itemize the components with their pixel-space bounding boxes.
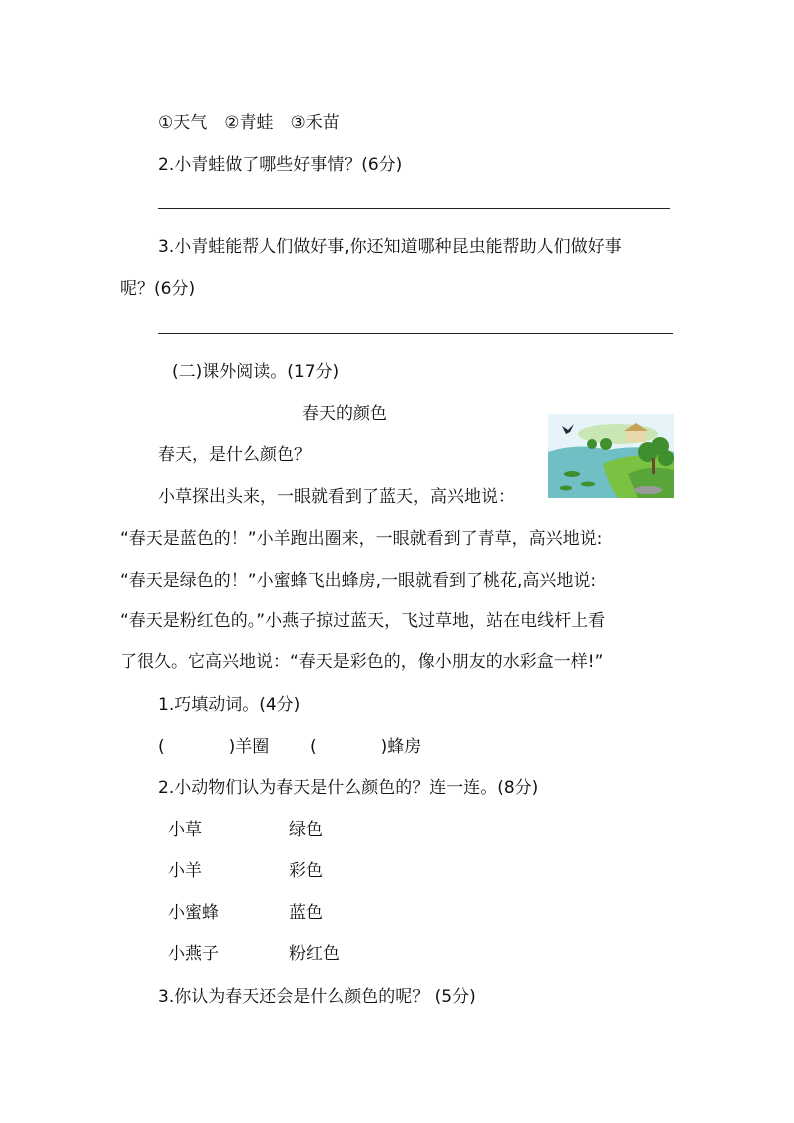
fill-blank-1-open: ( xyxy=(158,737,165,757)
match-left-item[interactable]: 小羊 xyxy=(168,861,202,881)
match-right-item[interactable]: 绿色 xyxy=(289,820,323,840)
match-left-item[interactable]: 小草 xyxy=(168,820,202,840)
match-right-item[interactable]: 彩色 xyxy=(289,861,323,881)
match-left-item[interactable]: 小燕子 xyxy=(168,944,219,964)
spring-landscape-illustration xyxy=(548,414,674,498)
question-3-colors: 3.你认为春天还会是什么颜色的呢？ (5分) xyxy=(158,987,476,1007)
question-2-match: 2.小动物们认为春天是什么颜色的？连一连。(8分) xyxy=(158,778,539,798)
fill-blank-1-word: )羊圈 xyxy=(228,737,270,757)
section-heading: (二)课外阅读。(17分) xyxy=(172,362,340,382)
story-title: 春天的颜色 xyxy=(302,404,387,424)
question-2-frog: 2.小青蛙做了哪些好事情？(6分) xyxy=(158,155,403,175)
story-line-5: 了很久。它高兴地说：“春天是彩色的，像小朋友的水彩盒一样!” xyxy=(120,652,604,672)
answer-line-1[interactable] xyxy=(158,208,670,209)
question-1-verbs: 1.巧填动词。(4分) xyxy=(158,695,301,715)
match-right-item[interactable]: 粉红色 xyxy=(289,944,340,964)
question-3-line1: 3.小青蛙能帮人们做好事,你还知道哪种昆虫能帮助人们做好事 xyxy=(158,237,622,257)
story-line-1: 小草探出头来，一眼就看到了蓝天，高兴地说： xyxy=(158,487,515,507)
answer-line-2[interactable] xyxy=(158,333,673,334)
story-paragraph-1: 春天，是什么颜色？ xyxy=(158,445,311,465)
story-line-4: “春天是粉红色的。”小燕子掠过蓝天，飞过草地，站在电线杆上看 xyxy=(120,611,606,631)
fill-blank-2-word: )蜂房 xyxy=(380,737,422,757)
match-left-item[interactable]: 小蜜蜂 xyxy=(168,903,219,923)
match-right-item[interactable]: 蓝色 xyxy=(289,903,323,923)
story-line-2: “春天是蓝色的！”小羊跑出圈来，一眼就看到了青草，高兴地说: xyxy=(120,529,603,549)
story-line-3: “春天是绿色的！”小蜜蜂飞出蜂房,一眼就看到了桃花,高兴地说: xyxy=(120,571,597,591)
fill-blank-2-open: ( xyxy=(310,737,317,757)
fill-blank-1[interactable] xyxy=(158,732,269,757)
answer-options: ①天气 ②青蛙 ③禾苗 xyxy=(158,113,340,133)
question-3-line2: 呢？(6分) xyxy=(120,279,196,299)
fill-blank-2[interactable] xyxy=(310,732,421,757)
